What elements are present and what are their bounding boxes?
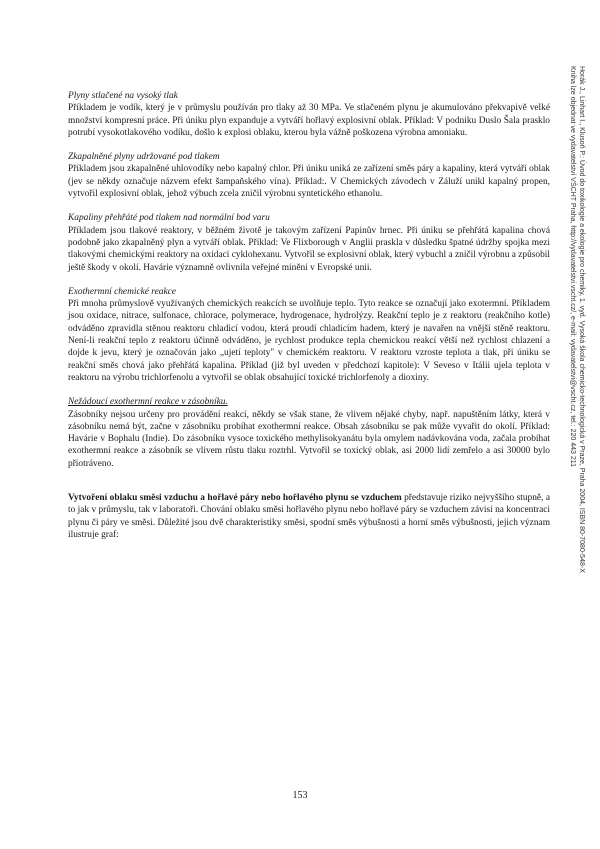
section-body: Příkladem jsou zkapalněné uhlovodíky nebo kapalný chlor. Při úniku uniká ze zařízení směs páry a kapaliny, která vytváří oblak (jev se někdy označuje názvem efekt šampaňského vína). Příklad:. V Chemických závodech v Záluží unikl kapalný propen, vytvořil explosivní oblak, jehož výbuch zcela zničil výrobnu syntetického ethanolu. bbox=[68, 164, 550, 200]
citation-line-2: Kniha lze objednat ve vydavatelství VŠCHT Praha, http://vydavatelstvi.vscht.cz/, e-mail: vydavatelstvi@vscht.cz, tel.: 220 443 211 bbox=[569, 66, 576, 467]
closing-body: představuje riziko nejvyššího stupně, a to jak v průmyslu, tak v laboratoři. Chování oblaku směsi hořlavého plynu nebo hořlavé páry se vzduchem závisí na koncentraci plynu či páry ve směsi. Důležité jsou dvě charakteristiky směsi, spodní směs výbušnosti a horní směs výbušnosti, jejich význam ilustruje graf: bbox=[68, 493, 550, 540]
section-body: Při mnoha průmyslově využívaných chemických reakcích se uvolňuje teplo. Tyto reakce se označují jako exotermní. Příkladem jsou oxidace, nitrace, sulfonace, chlorace, polymerace, hydrogenace, hydrolýzy. Reakční teplo je z reaktoru (reakčního kotle) odváděno zpravidla stěnou reaktoru chladicí vodou, která proudí chladicím hadem, který je navařen na vnější stěně reaktoru. Není-li reakční teplo z reaktoru účinně odváděno, je rychlost produkce tepla chemickou reakcí větší než rychlost chlazení a dojde k jevu, který je označován jako „ujetí teploty" v chemickém reaktoru. V reaktoru vzroste teplota a tlak, při úniku se reakční směs chová jako přehřátá kapalina. Příklad (již byl uveden v předchozí kapitole): V Seveso v Itálii ujela teplota v reaktoru na výrobu trichlorfenolu a vytvořil se oblak obsahující toxické trichlorfenoly a dioxiny. bbox=[68, 299, 550, 383]
section-superheated-liquids bbox=[68, 212, 550, 273]
section-exothermic-reactions bbox=[68, 286, 550, 384]
section-heading: Plyny stlačené na vysoký tlak bbox=[68, 91, 178, 101]
citation-line-1: Horák J., Linhart I., Klusoň P.: Úvod do toxikologie a ekologie pro chemiky, 1. vyd. Vysoká škola chemicko-technologická v Praze, Praha 2004, ISBN 80-7080-548-X bbox=[578, 66, 585, 573]
section-body: Příkladem jsou tlakové reaktory, v běžném životě je takovým zařízení Papinův hrnec. Při úniku se přehřátá kapalina chová podobně jako zkapalněný plyn a vytváří oblak. Příklad: Ve Flixborough v Anglii praskla v důsledku špatné údržby spojka mezi tlakovými chemickými reaktory na oxidaci cyklohexanu. Vytvořil se explosivní oblak, který vybuchl a zničil výrobnu a způsobil ještě škody v okolí. Havárie významně ovlivnila veřejné mínění v Evropské unii. bbox=[68, 225, 551, 273]
section-tank-reactions bbox=[68, 396, 550, 470]
section-heading: Nežádoucí exothermní reakce v zásobníku. bbox=[68, 397, 228, 408]
section-body: Zásobníky nejsou určeny pro provádění reakcí, někdy se však stane, že vlivem nějaké chyby, např. napuštěním látky, která v zásobníku nemá být, začne v zásobníku probíhat exothermní reakce. Obsah zásobníku se pak může vyvařit do okolí. Příklad: Havárie v Bophalu (Indie). Do zásobníku vysoce toxického methylisokyanátu byla omylem nadávkována voda, začala probíhat exothermní reakce a zásobník se vlivem růstu tlaku roztrhl. Vytvořil se toxický oblak, asi 2000 lidí zemřelo a asi 30000 bylo přiotráveno. bbox=[68, 409, 550, 469]
page-content bbox=[68, 90, 550, 541]
section-heading: Kapaliny přehřáté pod tlakem nad normální bod varu bbox=[68, 213, 270, 224]
closing-paragraph bbox=[68, 492, 550, 541]
section-heading: Exothermní chemické reakce bbox=[68, 286, 176, 297]
section-heading: Zkapalněné plyny udržované pod tlakem bbox=[68, 152, 220, 163]
citation-sidebar bbox=[568, 66, 586, 606]
section-compressed-gases bbox=[68, 90, 550, 139]
section-body: Příkladem je vodík, který je v průmyslu používán pro tlaky až 30 MPa. Ve stlačeném plynu je akumulováno překvapivě velké množství kompresní práce. Při úniku plyn expanduje a vytváří hořlavý explosivní oblak. Příklad: V podniku Duslo Šala prasklo potrubí vysokotlakového vodíku, došlo k explosi oblaku, kterou byla vážně poškozena výrobna amoniaku. bbox=[68, 103, 550, 138]
closing-bold-lead: Vytvoření oblaku směsi vzduchu a hořlavé páry nebo hořlavého plynu se vzduchem bbox=[68, 493, 402, 504]
page-number: 153 bbox=[292, 790, 308, 801]
section-liquefied-gases bbox=[68, 151, 550, 200]
